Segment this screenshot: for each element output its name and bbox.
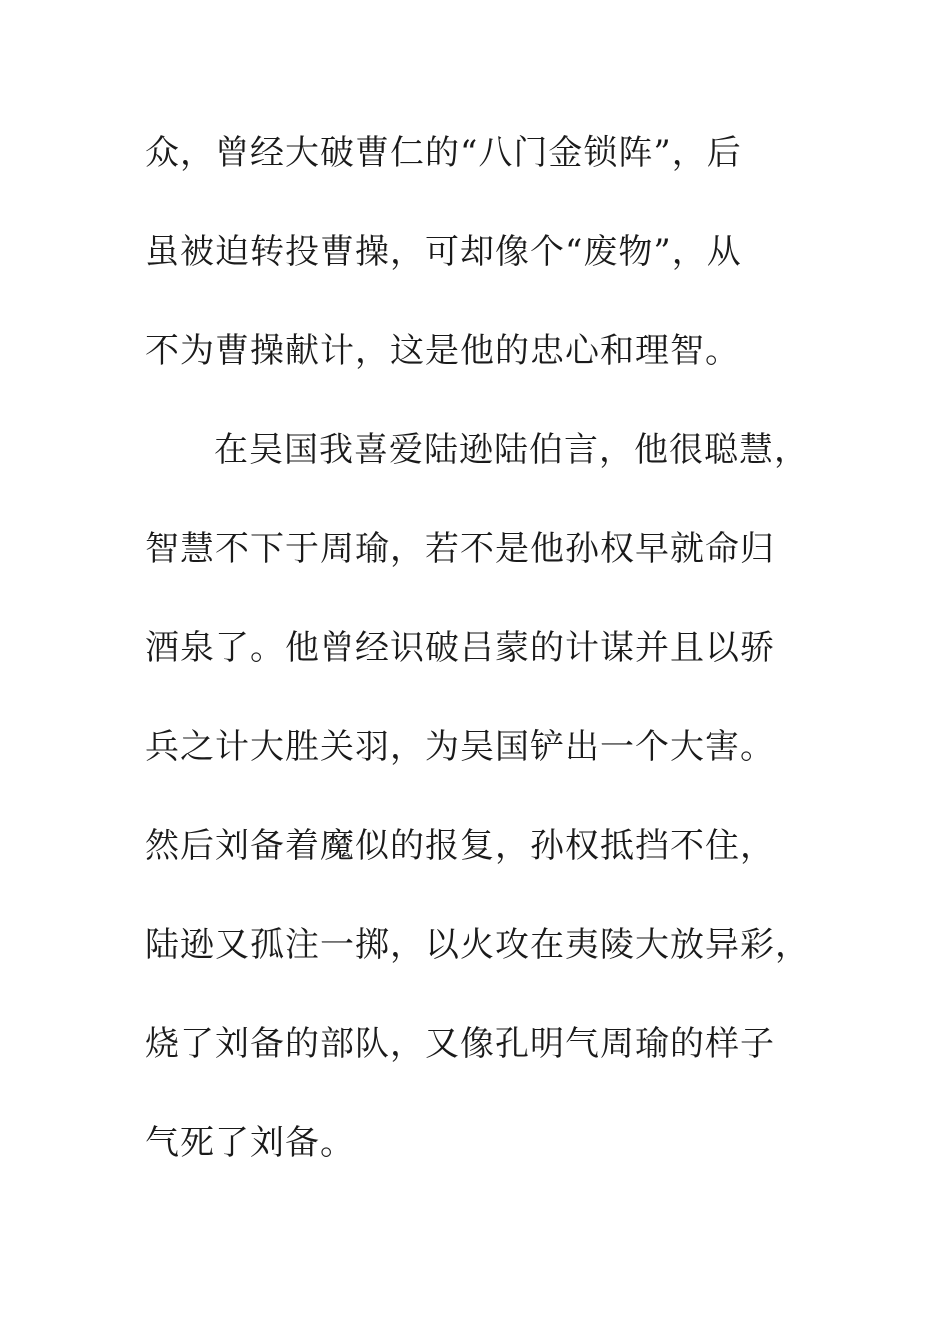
text-line: 智慧不下于周瑜，若不是他孙权早就命归 bbox=[145, 529, 775, 569]
text-line: 酒泉了。他曾经识破吕蒙的计谋并且以骄 bbox=[145, 628, 775, 668]
paragraph-start-line: 在吴国我喜爱陆逊陆伯言，他很聪慧， bbox=[214, 430, 809, 470]
text-line: 虽被迫转投曹操，可却像个“废物”，从 bbox=[145, 232, 742, 272]
text-line: 然后刘备着魔似的报复，孙权抵挡不住， bbox=[145, 826, 775, 866]
text-line: 陆逊又孤注一掷，以火攻在夷陵大放异彩， bbox=[145, 925, 810, 965]
text-line: 众，曾经大破曹仁的“八门金锁阵”，后 bbox=[145, 133, 742, 173]
text-line: 烧了刘备的部队，又像孔明气周瑜的样子 bbox=[145, 1024, 775, 1064]
text-line: 兵之计大胜关羽，为吴国铲出一个大害。 bbox=[145, 727, 775, 767]
text-line: 气死了刘备。 bbox=[145, 1123, 355, 1163]
text-line: 不为曹操献计，这是他的忠心和理智。 bbox=[145, 331, 740, 371]
